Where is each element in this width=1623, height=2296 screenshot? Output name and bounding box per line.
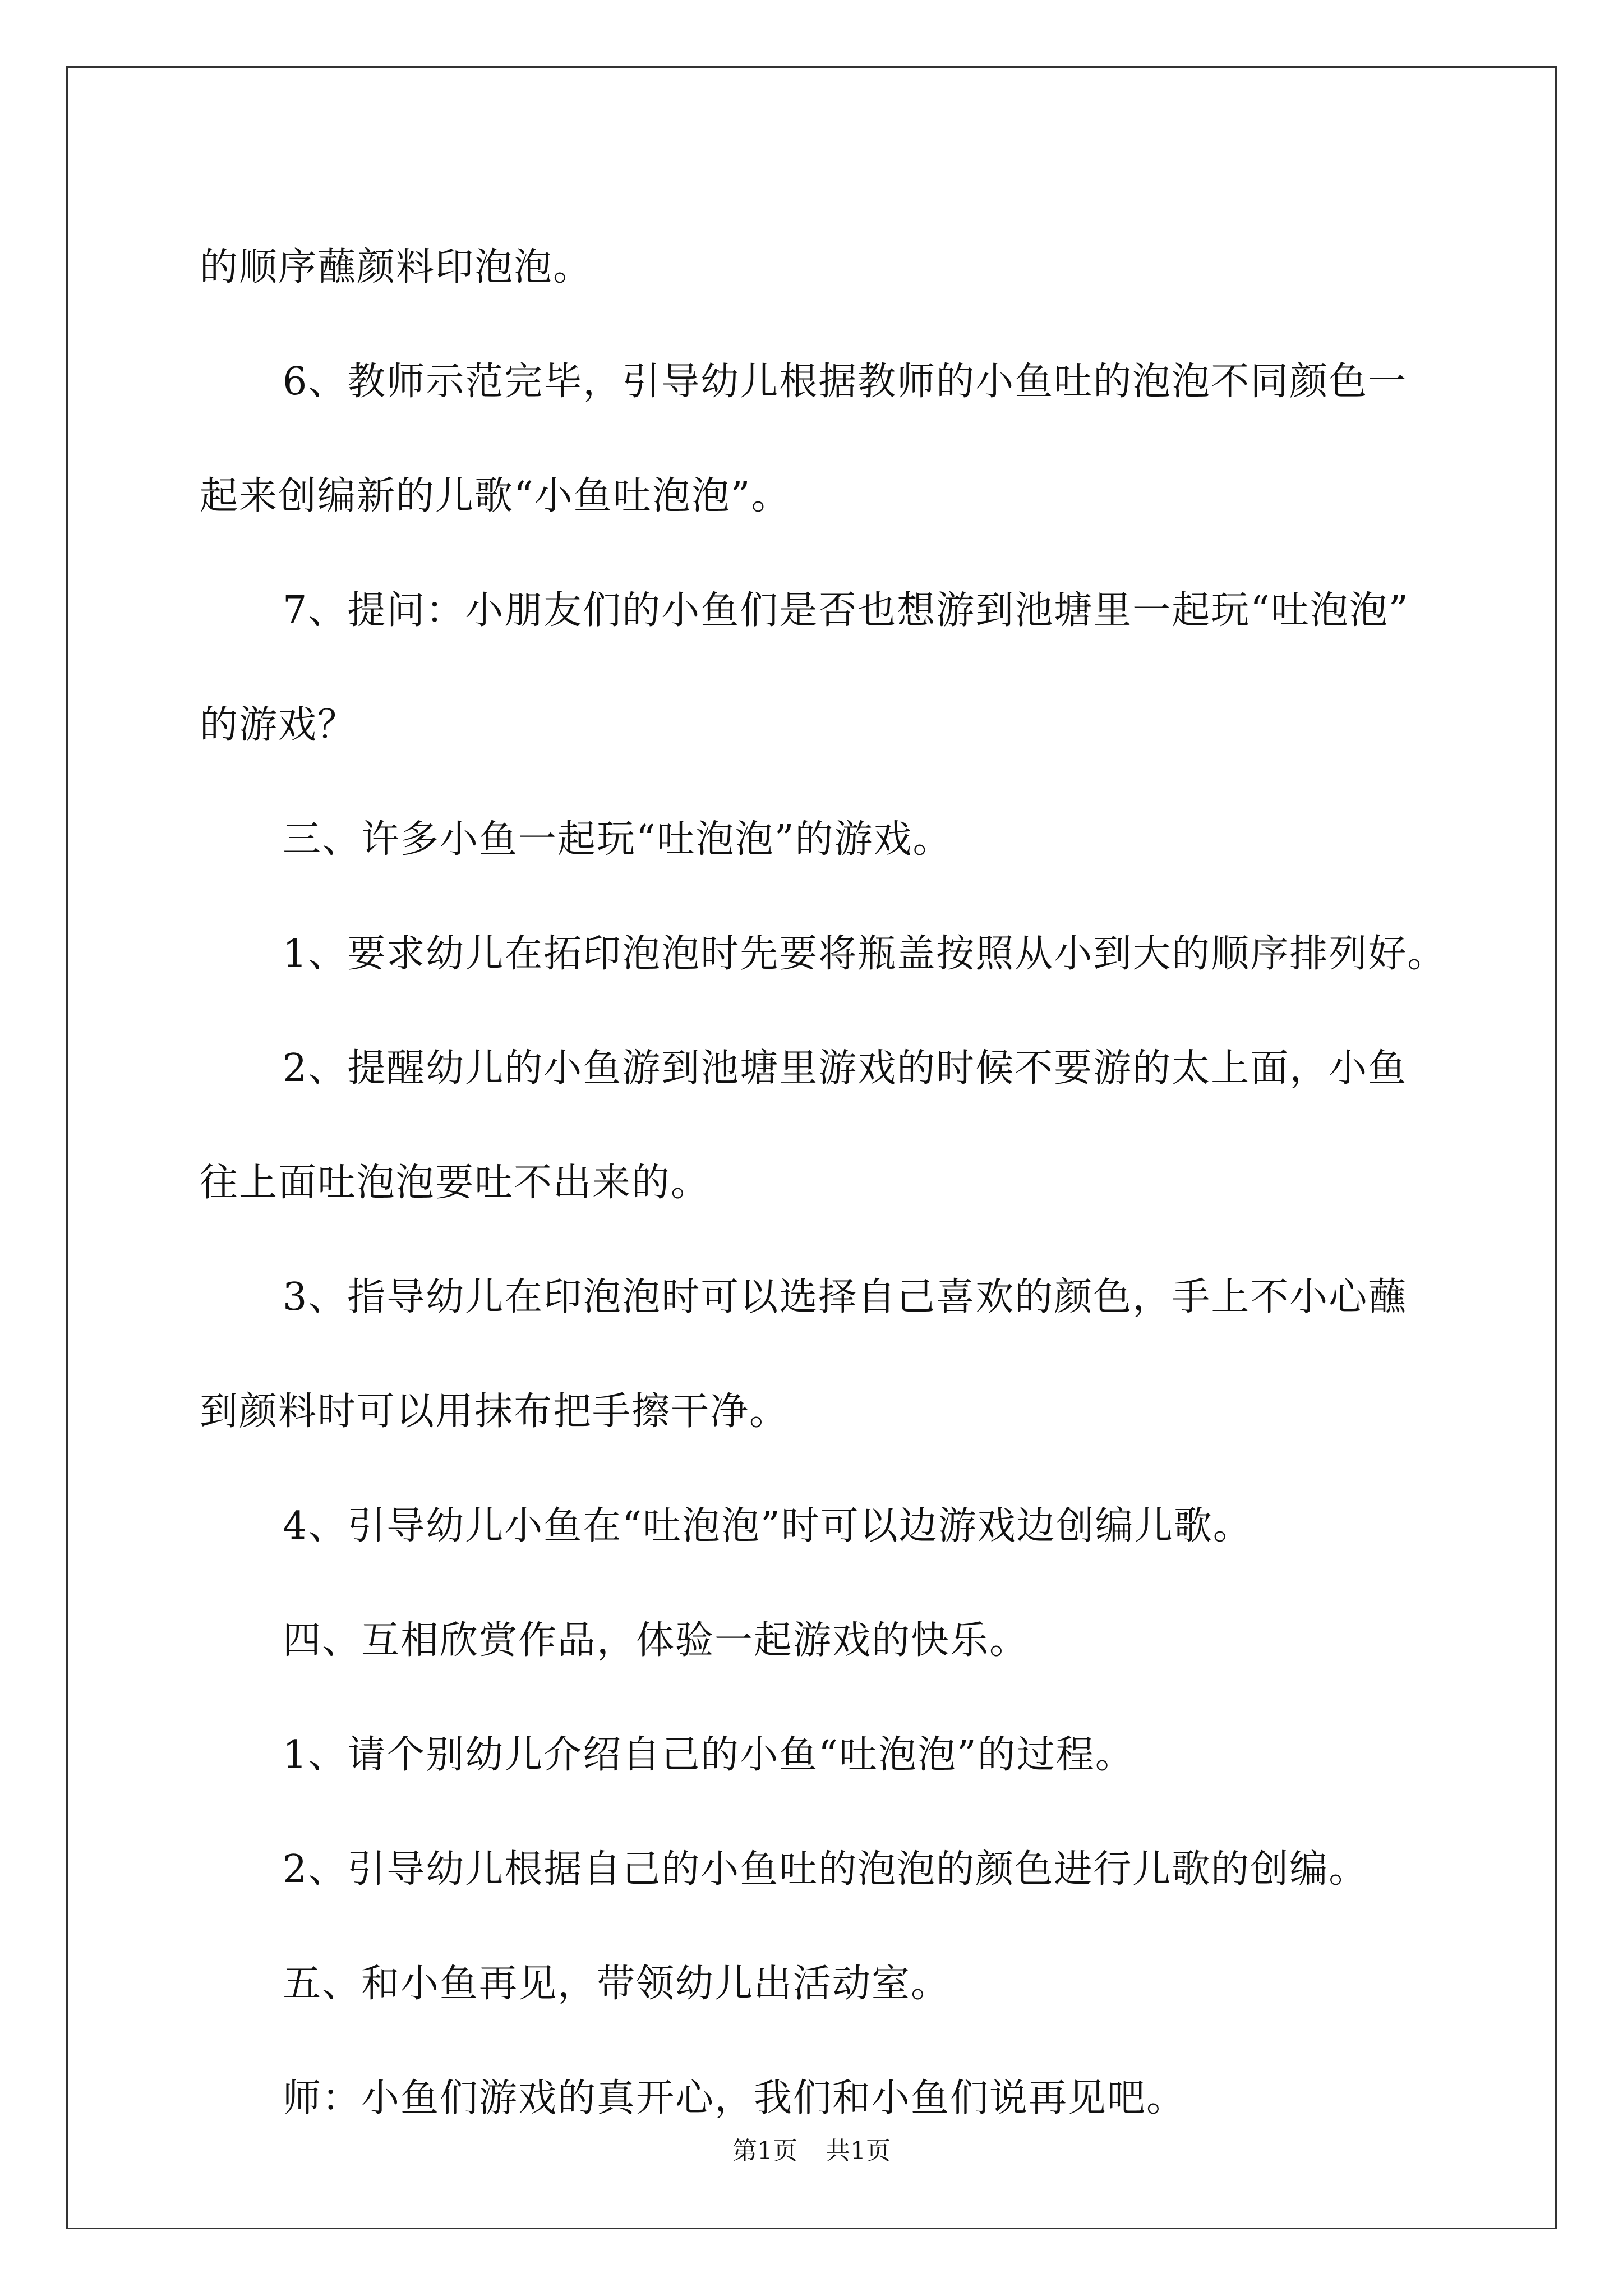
page-total: 共1页 (826, 2137, 891, 2165)
section-heading-5: 五、和小鱼再见，带领幼儿出活动室。 (283, 1962, 951, 2006)
paragraph-1: 的顺序蘸颜料印泡泡。 (200, 245, 593, 289)
paragraph-5: 的游戏？ (200, 703, 357, 747)
paragraph-17: 师：小鱼们游戏的真开心，我们和小鱼们说再见吧。 (283, 2076, 1186, 2120)
page-footer (0, 2134, 1623, 2168)
paragraph-14: 1、请个别幼儿介绍自己的小鱼“吐泡泡”的过程。 (283, 1733, 1135, 1777)
paragraph-11: 到颜料时可以用抹布把手擦干净。 (200, 1389, 789, 1434)
paragraph-8: 2、提醒幼儿的小鱼游到池塘里游戏的时候不要游的太上面，小鱼 (283, 1046, 1408, 1091)
paragraph-2: 6、教师示范完毕，引导幼儿根据教师的小鱼吐的泡泡不同颜色一 (283, 360, 1408, 404)
section-heading-3: 三、许多小鱼一起玩“吐泡泡”的游戏。 (283, 817, 952, 862)
paragraph-12: 4、引导幼儿小鱼在“吐泡泡”时可以边游戏边创编儿歌。 (283, 1504, 1252, 1548)
paragraph-9: 往上面吐泡泡要吐不出来的。 (200, 1161, 711, 1205)
paragraph-10: 3、指导幼儿在印泡泡时可以选择自己喜欢的颜色，手上不小心蘸 (283, 1275, 1408, 1319)
page-number: 第1页 (732, 2137, 797, 2165)
document-body (200, 210, 1473, 2156)
paragraph-7: 1、要求幼儿在拓印泡泡时先要将瓶盖按照从小到大的顺序排列好。 (283, 932, 1447, 976)
paragraph-3: 起来创编新的儿歌“小鱼吐泡泡”。 (200, 474, 791, 518)
paragraph-4: 7、提问：小朋友们的小鱼们是否也想游到池塘里一起玩“吐泡泡” (283, 588, 1409, 633)
paragraph-15: 2、引导幼儿根据自己的小鱼吐的泡泡的颜色进行儿歌的创编。 (283, 1847, 1368, 1892)
section-heading-4: 四、互相欣赏作品，体验一起游戏的快乐。 (283, 1618, 1029, 1663)
